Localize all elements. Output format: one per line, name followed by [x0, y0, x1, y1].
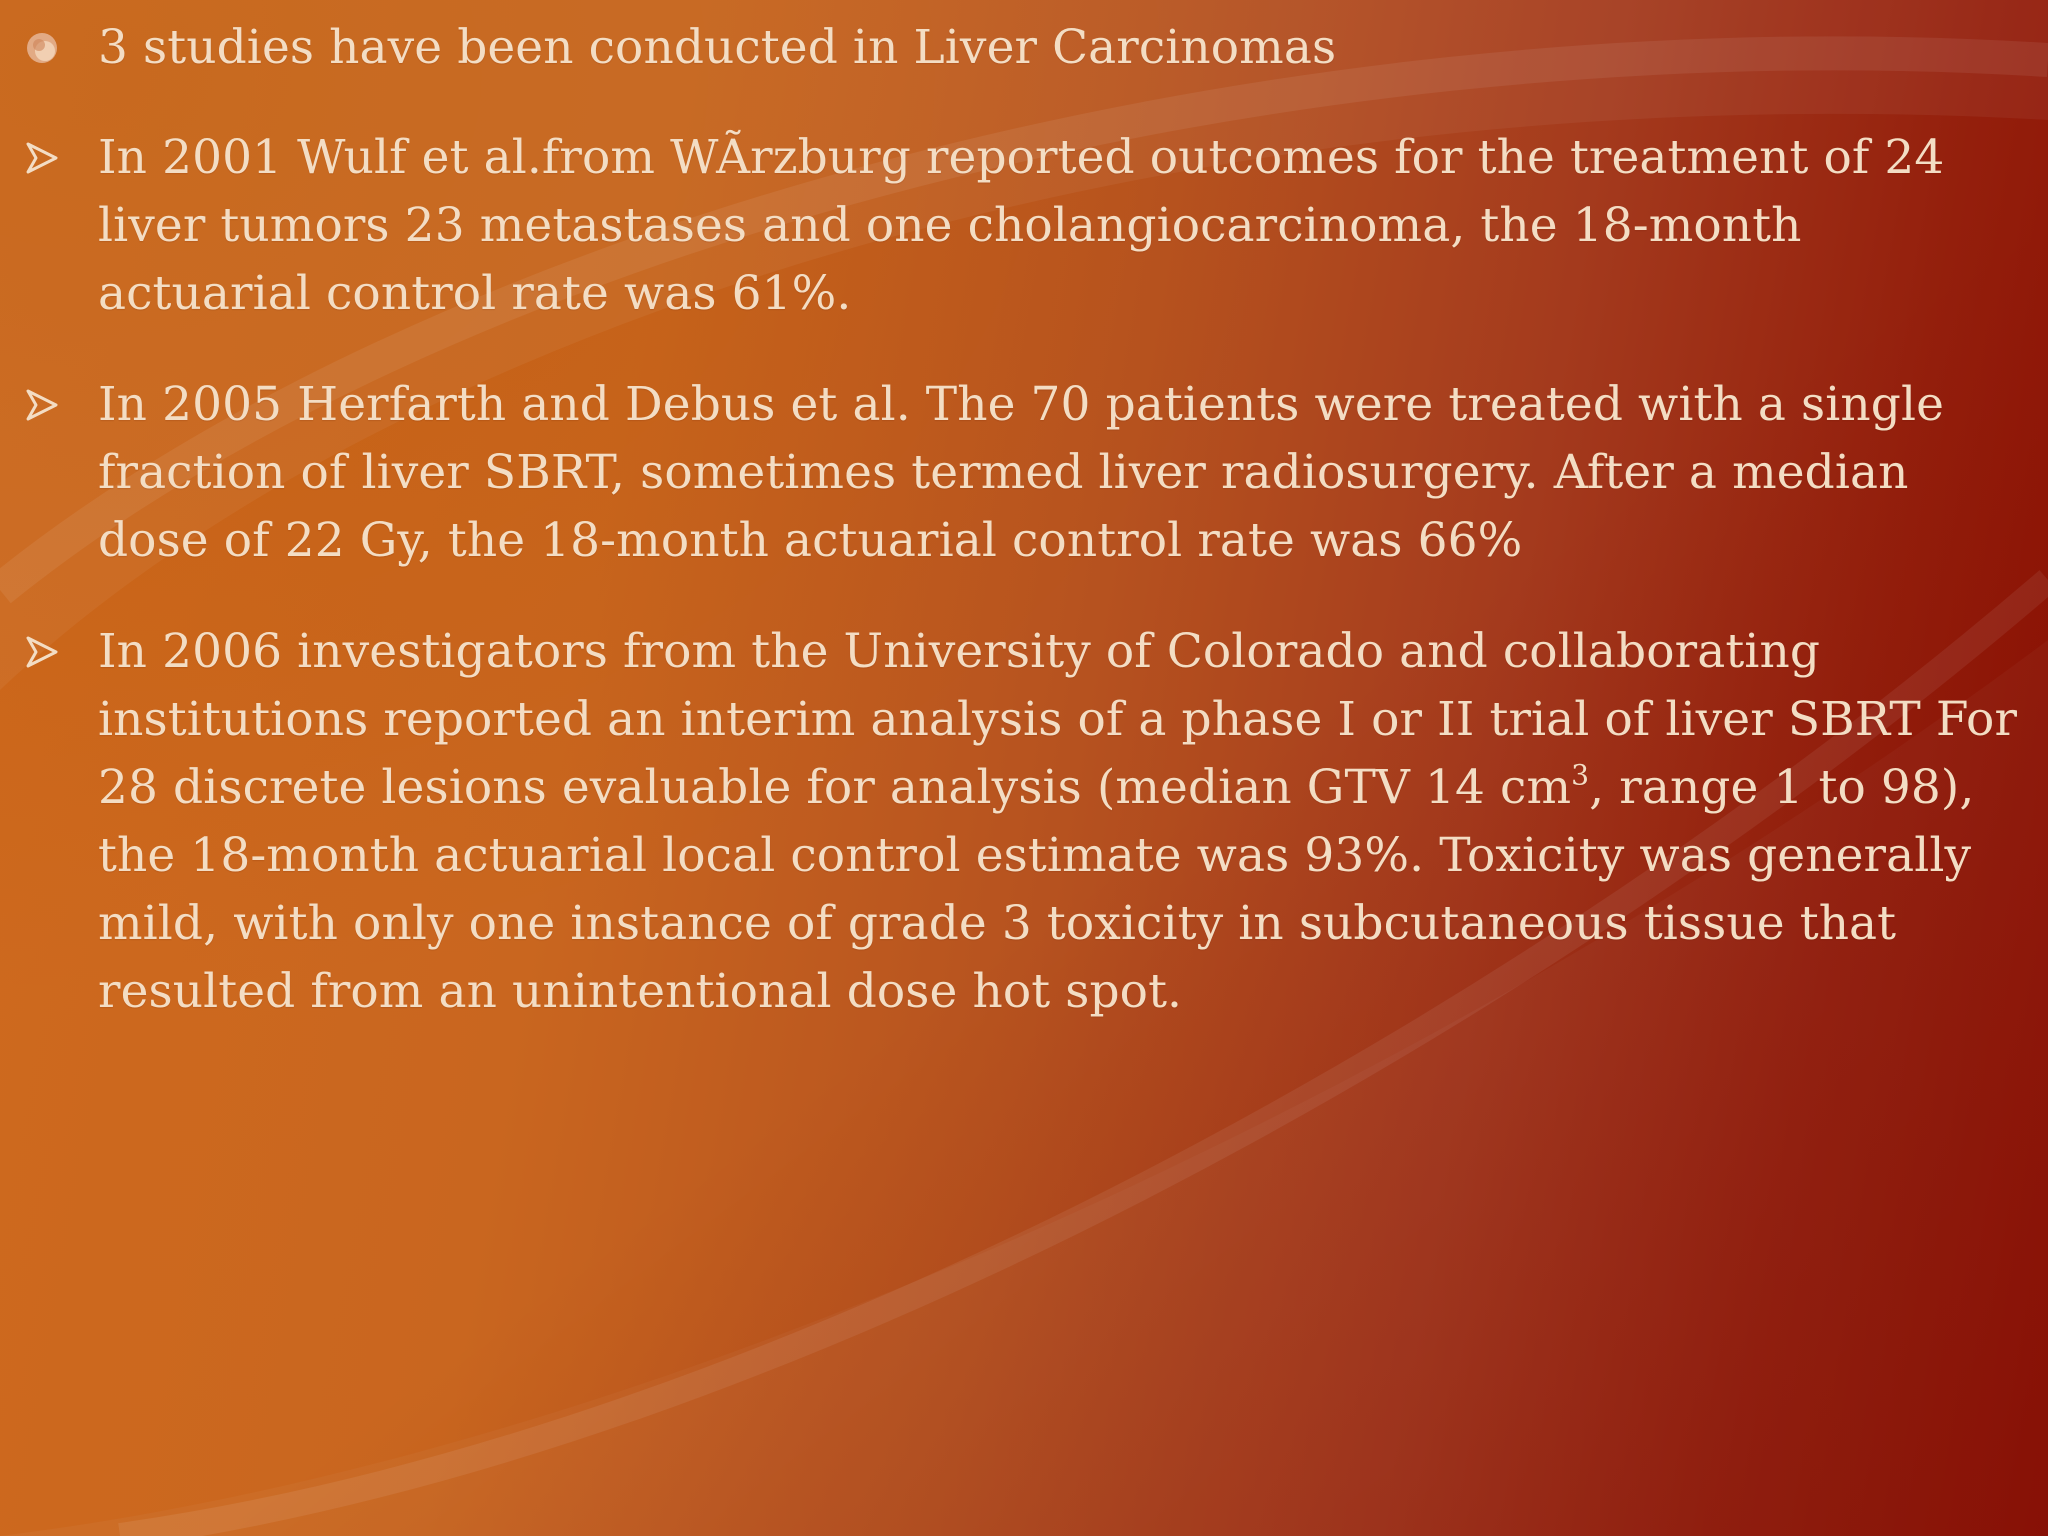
bullet-2001-wulf: In 2001 Wulf et al.from WÃrzburg reported outcomes for the treatment of 24 liver tumors 23 metastases and one cholangiocarcinoma, the 18-month actuarial control rate was 61%.: [98, 130, 1945, 321]
bullet-2006-colorado: [98, 618, 2028, 1026]
bullet-text-before-sup: In 2006 investigators from the University of Colorado and collaborating institutions reported an interim analysis of a phase I or II trial of liver SBRT For 28 discrete lesions evaluable for analysis (median GTV 14 cm: [98, 624, 2018, 815]
bullet-2005-herfarth: In 2005 Herfarth and Debus et al. The 70 patients were treated with a single fraction of liver SBRT, sometimes termed liver radiosurgery. After a median dose of 22 Gy, the 18-month actuarial control rate was 66%: [98, 377, 1945, 568]
arrowhead-bullet-icon: [22, 632, 62, 672]
bullet-text-after-sup: , range 1 to 98), the 18-month actuarial local control estimate was 93%. Toxicity was generally mild, with only one instance of grade 3 toxicity in subcutaneous tissue that resulted from an unintentional dose hot spot.: [98, 760, 1975, 1019]
arrowhead-bullet-icon: [22, 138, 62, 178]
intro-line: 3 studies have been conducted in Liver Carcinomas: [98, 20, 1337, 75]
circle-bullet-icon: [22, 28, 62, 68]
cubic-superscript: 3: [1571, 758, 1590, 792]
arrowhead-bullet-icon: [22, 385, 62, 425]
